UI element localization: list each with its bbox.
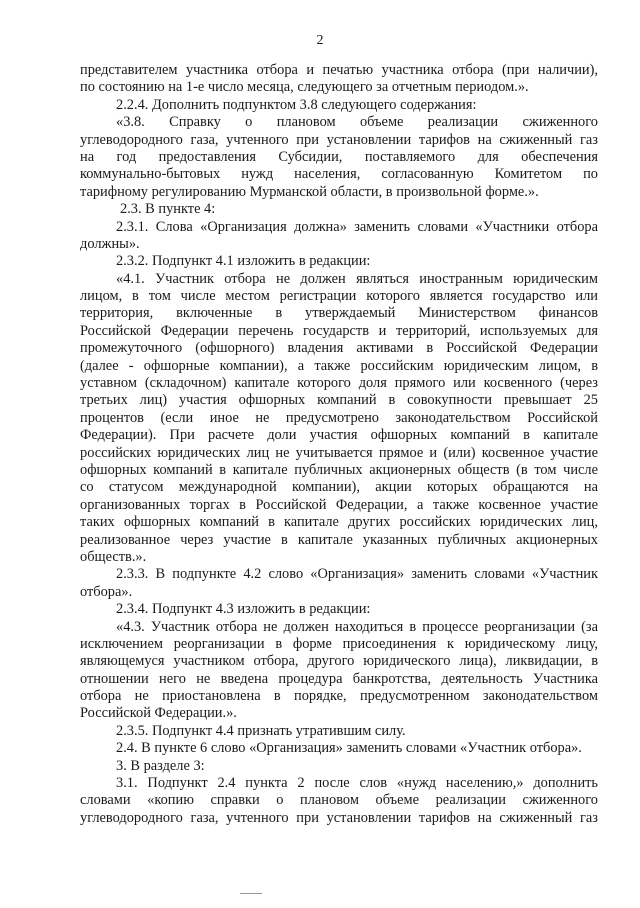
scan-mark: [240, 893, 262, 894]
page-number: 2: [316, 33, 324, 48]
text-line: реализованное через участие в капитале указанных публичных акционерных: [80, 531, 598, 548]
text-line: (далее - офшорные компании), а также российским юридическим лицом, в: [80, 357, 598, 374]
text-line: территория, включенные в утверждаемый Министерством финансов: [80, 305, 598, 322]
text-line: «4.3. Участник отбора не должен находиться в процессе реорганизации (за: [116, 618, 598, 635]
text-line: углеводородного газа, учтенного при установлении тарифов на сжиженный газ: [80, 809, 598, 826]
text-line: 2.3.3. В подпункте 4.2 слово «Организация» заменить словами «Участник: [116, 566, 598, 583]
text-line: 2.3. В пункте 4:: [120, 201, 216, 218]
text-line: российских юридических лиц не учитывается прямое и (или) косвенное участие: [80, 444, 598, 461]
text-line: на год предоставления Субсидии, поставляемого для обеспечения: [80, 148, 598, 165]
text-line: «4.1. Участник отбора не должен являться иностранным юридическим: [116, 270, 598, 287]
document-body: [80, 62, 598, 827]
text-line: таких офшорных компаний в капитале других российских юридических лиц,: [80, 514, 598, 531]
text-line: исключением реорганизации в форме присоединения к юридическому лицу,: [80, 635, 598, 652]
text-line: 2.3.1. Слова «Организация должна» заменить словами «Участники отбора: [116, 218, 598, 235]
text-line: отбора не приостановлена в порядке, предусмотренном законодательством: [80, 688, 598, 705]
text-line: лицом, в том числе местом регистрации которого является государство или: [80, 288, 598, 305]
text-line: «3.8. Справку о плановом объеме реализации сжиженного: [116, 114, 598, 131]
text-line: обществ.».: [80, 548, 147, 565]
text-line: офшорных компаний в капитале публичных акционерных обществ (в том числе: [80, 461, 598, 478]
text-line: должны».: [80, 235, 140, 252]
text-line: организованных торгах в Российской Федерации, а также косвенное участие: [80, 496, 598, 513]
text-line: 2.3.4. Подпункт 4.3 изложить в редакции:: [116, 601, 371, 618]
text-line: 2.3.2. Подпункт 4.1 изложить в редакции:: [116, 253, 371, 270]
text-line: коммунально-бытовых нужд населения, согласованную Комитетом по: [80, 166, 598, 183]
text-line: Российской Федерации.».: [80, 705, 237, 722]
text-line: углеводородного газа, учтенного при установлении тарифов на сжиженный газ: [80, 131, 598, 148]
text-line: 3. В разделе 3:: [116, 757, 205, 774]
text-line: 2.4. В пункте 6 слово «Организация» заменить словами «Участник отбора».: [116, 740, 582, 757]
text-line: процентов (если иное не предусмотрено законодательством Российской: [80, 409, 598, 426]
text-line: 2.2.4. Дополнить подпунктом 3.8 следующего содержания:: [116, 96, 477, 113]
text-line: являющемуся участником отбора, другого юридического лица), ликвидации, в: [80, 653, 598, 670]
text-line: отношении него не введена процедура банкротства, деятельность Участника: [80, 670, 598, 687]
text-line: словами «копию справки о плановом объеме реализации сжиженного: [80, 792, 598, 809]
text-line: отбора».: [80, 583, 133, 600]
text-line: тарифному регулированию Мурманской области, в произвольной форме.».: [80, 183, 539, 200]
text-line: Российской Федерации перечень государств и территорий, используемых для: [80, 322, 598, 339]
text-line: представителем участника отбора и печатью участника отбора (при наличии),: [80, 62, 598, 78]
text-line: 2.3.5. Подпункт 4.4 признать утратившим силу.: [116, 722, 406, 739]
text-line: промежуточного (офшорного) владения активами в Российской Федерации: [80, 340, 598, 357]
text-line: со статусом международной компании), акции которых обращаются на: [80, 479, 598, 496]
text-line: третьих лиц) участия офшорных компаний в совокупности превышает 25: [80, 392, 598, 409]
text-line: уставном (складочном) капитале которого доля прямого или косвенного (через: [80, 375, 598, 392]
text-line: Федерации). При расчете доли участия офшорных компаний в капитале: [80, 427, 598, 444]
text-line: 3.1. Подпункт 2.4 пункта 2 после слов «нужд населению,» дополнить: [116, 775, 598, 792]
text-line: по состоянию на 1-е число месяца, следующего за отчетным периодом.».: [80, 79, 529, 96]
